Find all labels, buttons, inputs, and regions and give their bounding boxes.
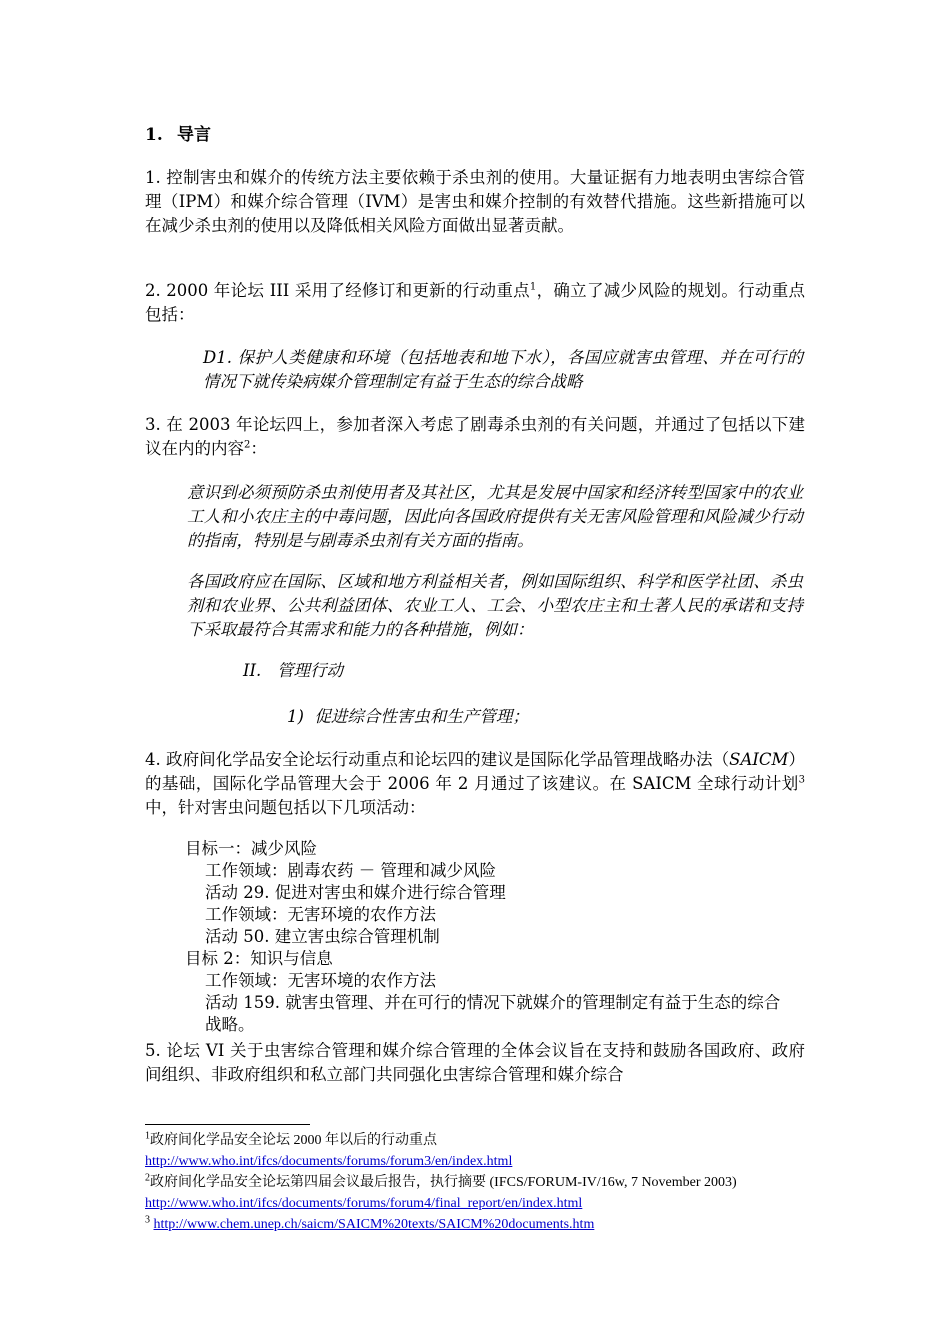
section-heading [145,120,211,145]
paragraph-3: 3. 在 2003 年论坛四上，参加者深入考虑了剧毒杀虫剂的有关问题，并通过了包括以下建议在内的内容$^2$： [145,415,805,458]
quote-promote-ipm: 1) 促进综合性害虫和生产管理； [287,707,529,726]
quote-management-actions: II. 管理行动 [243,661,344,680]
footnote-2-link[interactable]: http://www.who.int/ifcs/documents/forums/forum4/final_report/en/index.html [145,1196,583,1211]
paragraph-2: 2. 2000 年论坛 III 采用了经修订和更新的行动重点$^1$，确立了减少风险的规划。行动重点包括： [145,281,805,324]
footnote-1-link[interactable]: http://www.who.int/ifcs/documents/forums/forum3/en/index.html [145,1154,513,1169]
list-item: 活动 159. 就害虫管理、并在可行的情况下就媒介的管理制定有益于生态的综合战略。 [205,993,781,1034]
list-item: 活动 50. 建立害虫综合管理机制 [205,927,440,946]
paragraph-4: 4. 政府间化学品安全论坛行动重点和论坛四的建议是国际化学品管理战略办法（SAICM）的基础，国际化学品管理大会于 2006 年 2 月通过了该建议。在 SAICM 全球行动计划$^3$中，针对害虫问题包括以下几项活动： [145,750,805,817]
paragraph-5: 5. 论坛 VI 关于虫害综合管理和媒介综合管理的全体会议旨在支持和鼓励各国政府、政府间组织、非政府组织和私立部门共同强化虫害综合管理和媒介综合 [145,1041,805,1084]
list-item: 目标一：减少风险 [185,839,317,858]
quote-d1: D1. 保护人类健康和环境（包括地表和地下水），各国应就害虫管理、并在可行的情况下就传染病媒介管理制定有益于生态的综合战略 [203,348,803,391]
quote-recommendation-a: 意识到必须预防杀虫剂使用者及其社区，尤其是发展中国家和经济转型国家中的农业工人和小农庄主的中毒问题，因此向各国政府提供有关无害风险管理和风险减少行动的指南，特别是与剧毒杀虫剂有关方面的指南。 [187,483,803,550]
paragraph-1: 1. 控制害虫和媒介的传统方法主要依赖于杀虫剂的使用。大量证据有力地表明虫害综合管理（IPM）和媒介综合管理（IVM）是害虫和媒介控制的有效替代措施。这些新措施可以在减少杀虫剂的使用以及降低相关风险方面做出显著贡献。 [145,168,805,235]
footnote-ref-2[interactable]: 2 [244,439,251,451]
saicm-activity-list [185,838,805,1036]
list-item: 工作领域：无害环境的农作方法 [205,971,436,990]
footnote-3: $^3$ http://www.chem.unep.ch/saicm/SAICM%20texts/SAICM%20documents.htm [145,1214,595,1232]
list-item: 工作领域：无害环境的农作方法 [205,905,436,924]
list-item: 活动 29. 促进对害虫和媒介进行综合管理 [205,883,506,902]
footnote-ref-3[interactable]: 3 [798,774,805,786]
section-title: 导言 [177,125,211,145]
list-item: 工作领域：剧毒农药 － 管理和减少风险 [205,861,496,880]
section-number: 1. [145,125,163,145]
list-item: 目标 2：知识与信息 [185,949,333,968]
quote-recommendation-b: 各国政府应在国际、区域和地方利益相关者，例如国际组织、科学和医学社团、杀虫剂和农业界、公共利益团体、农业工人、工会、小型农庄主和土著人民的承诺和支持下采取最符合其需求和能力的各种措施，例如： [187,572,803,639]
footnote-3-link[interactable]: http://www.chem.unep.ch/saicm/SAICM%20texts/SAICM%20documents.htm [153,1217,595,1232]
footnote-ref-1[interactable]: 1 [529,281,537,293]
footnote-separator [145,1124,310,1125]
footnote-2: $^2$政府间化学品安全论坛第四届会议最后报告，执行摘要 (IFCS/FORUM-IV/16w, 7 November 2003) http://www.who.int/ifcs/documents/forums/forum4/final_report/en/index.html [145,1172,737,1211]
footnote-1: $^1$政府间化学品安全论坛 2000 年以后的行动重点 http://www.who.int/ifcs/documents/forums/forum3/en/index.html [145,1130,513,1169]
